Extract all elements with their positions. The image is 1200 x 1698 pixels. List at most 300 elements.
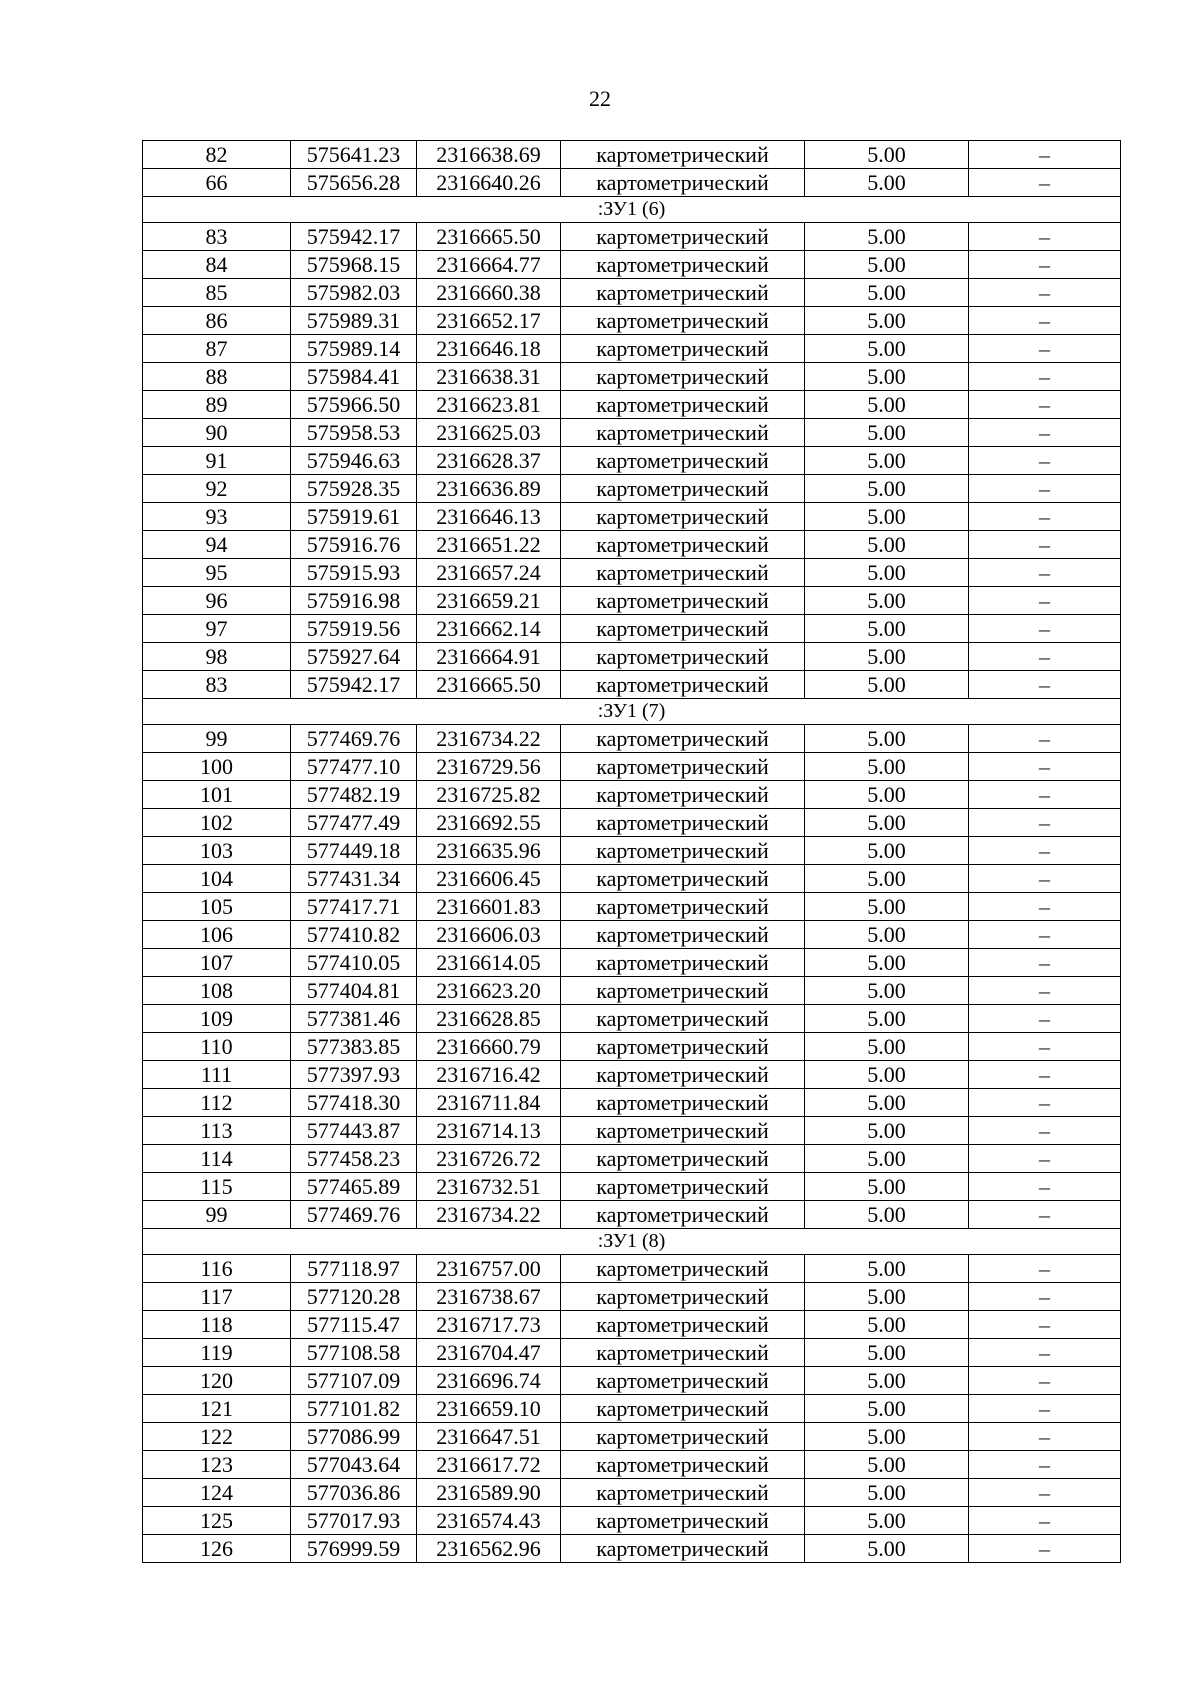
method-cell: картометрический	[561, 1033, 805, 1061]
y-coordinate-cell: 2316696.74	[417, 1367, 561, 1395]
x-coordinate-cell: 575989.31	[291, 307, 417, 335]
y-coordinate-cell: 2316635.96	[417, 837, 561, 865]
table-row	[143, 447, 1121, 475]
y-coordinate-cell: 2316638.31	[417, 363, 561, 391]
table-row	[143, 559, 1121, 587]
point-number-cell: 125	[143, 1507, 291, 1535]
method-cell: картометрический	[561, 893, 805, 921]
table-row	[143, 223, 1121, 251]
method-cell: картометрический	[561, 169, 805, 197]
point-number-cell: 109	[143, 1005, 291, 1033]
accuracy-cell: 5.00	[805, 1033, 969, 1061]
point-number-cell: 91	[143, 447, 291, 475]
x-coordinate-cell: 577397.93	[291, 1061, 417, 1089]
accuracy-cell: 5.00	[805, 1283, 969, 1311]
table-row	[143, 725, 1121, 753]
description-cell: –	[969, 559, 1121, 587]
description-cell: –	[969, 169, 1121, 197]
accuracy-cell: 5.00	[805, 1479, 969, 1507]
point-number-cell: 106	[143, 921, 291, 949]
description-cell: –	[969, 1451, 1121, 1479]
x-coordinate-cell: 577120.28	[291, 1283, 417, 1311]
y-coordinate-cell: 2316623.81	[417, 391, 561, 419]
method-cell: картометрический	[561, 1255, 805, 1283]
description-cell: –	[969, 1479, 1121, 1507]
accuracy-cell: 5.00	[805, 1117, 969, 1145]
description-cell: –	[969, 1507, 1121, 1535]
table-row	[143, 1089, 1121, 1117]
method-cell: картометрический	[561, 1145, 805, 1173]
table-row	[143, 1479, 1121, 1507]
section-label: :ЗУ1 (7)	[143, 699, 1121, 725]
x-coordinate-cell: 575984.41	[291, 363, 417, 391]
description-cell: –	[969, 725, 1121, 753]
accuracy-cell: 5.00	[805, 949, 969, 977]
table-row	[143, 1423, 1121, 1451]
accuracy-cell: 5.00	[805, 1535, 969, 1563]
x-coordinate-cell: 575942.17	[291, 671, 417, 699]
y-coordinate-cell: 2316734.22	[417, 725, 561, 753]
method-cell: картометрический	[561, 419, 805, 447]
method-cell: картометрический	[561, 1061, 805, 1089]
method-cell: картометрический	[561, 949, 805, 977]
y-coordinate-cell: 2316651.22	[417, 531, 561, 559]
accuracy-cell: 5.00	[805, 921, 969, 949]
point-number-cell: 120	[143, 1367, 291, 1395]
accuracy-cell: 5.00	[805, 335, 969, 363]
table-row	[143, 1005, 1121, 1033]
y-coordinate-cell: 2316660.79	[417, 1033, 561, 1061]
x-coordinate-cell: 577469.76	[291, 725, 417, 753]
page-number: 22	[589, 86, 611, 111]
x-coordinate-cell: 577086.99	[291, 1423, 417, 1451]
point-number-cell: 95	[143, 559, 291, 587]
x-coordinate-cell: 575641.23	[291, 141, 417, 169]
x-coordinate-cell: 575919.56	[291, 615, 417, 643]
method-cell: картометрический	[561, 1117, 805, 1145]
accuracy-cell: 5.00	[805, 503, 969, 531]
section-header-row	[143, 699, 1121, 725]
method-cell: картометрический	[561, 559, 805, 587]
method-cell: картометрический	[561, 307, 805, 335]
method-cell: картометрический	[561, 809, 805, 837]
point-number-cell: 102	[143, 809, 291, 837]
x-coordinate-cell: 577418.30	[291, 1089, 417, 1117]
method-cell: картометрический	[561, 223, 805, 251]
y-coordinate-cell: 2316734.22	[417, 1201, 561, 1229]
method-cell: картометрический	[561, 1423, 805, 1451]
method-cell: картометрический	[561, 1339, 805, 1367]
point-number-cell: 110	[143, 1033, 291, 1061]
description-cell: –	[969, 1173, 1121, 1201]
method-cell: картометрический	[561, 1089, 805, 1117]
table-row	[143, 1507, 1121, 1535]
y-coordinate-cell: 2316729.56	[417, 753, 561, 781]
point-number-cell: 119	[143, 1339, 291, 1367]
table-row	[143, 531, 1121, 559]
x-coordinate-cell: 575942.17	[291, 223, 417, 251]
accuracy-cell: 5.00	[805, 893, 969, 921]
x-coordinate-cell: 577431.34	[291, 865, 417, 893]
x-coordinate-cell: 575958.53	[291, 419, 417, 447]
y-coordinate-cell: 2316665.50	[417, 671, 561, 699]
y-coordinate-cell: 2316711.84	[417, 1089, 561, 1117]
y-coordinate-cell: 2316617.72	[417, 1451, 561, 1479]
y-coordinate-cell: 2316652.17	[417, 307, 561, 335]
point-number-cell: 82	[143, 141, 291, 169]
description-cell: –	[969, 1145, 1121, 1173]
table-row	[143, 475, 1121, 503]
x-coordinate-cell: 577043.64	[291, 1451, 417, 1479]
description-cell: –	[969, 1033, 1121, 1061]
method-cell: картометрический	[561, 279, 805, 307]
point-number-cell: 116	[143, 1255, 291, 1283]
accuracy-cell: 5.00	[805, 725, 969, 753]
description-cell: –	[969, 809, 1121, 837]
accuracy-cell: 5.00	[805, 643, 969, 671]
method-cell: картометрический	[561, 1479, 805, 1507]
method-cell: картометрический	[561, 781, 805, 809]
description-cell: –	[969, 949, 1121, 977]
x-coordinate-cell: 577477.10	[291, 753, 417, 781]
x-coordinate-cell: 577458.23	[291, 1145, 417, 1173]
description-cell: –	[969, 447, 1121, 475]
table-row	[143, 837, 1121, 865]
y-coordinate-cell: 2316757.00	[417, 1255, 561, 1283]
description-cell: –	[969, 1005, 1121, 1033]
x-coordinate-cell: 577381.46	[291, 1005, 417, 1033]
description-cell: –	[969, 223, 1121, 251]
y-coordinate-cell: 2316659.10	[417, 1395, 561, 1423]
table-row	[143, 809, 1121, 837]
table-row	[143, 671, 1121, 699]
table-row	[143, 1367, 1121, 1395]
y-coordinate-cell: 2316640.26	[417, 169, 561, 197]
table-row	[143, 141, 1121, 169]
description-cell: –	[969, 1089, 1121, 1117]
point-number-cell: 122	[143, 1423, 291, 1451]
x-coordinate-cell: 577101.82	[291, 1395, 417, 1423]
table-row	[143, 1535, 1121, 1563]
accuracy-cell: 5.00	[805, 531, 969, 559]
method-cell: картометрический	[561, 1201, 805, 1229]
y-coordinate-cell: 2316664.91	[417, 643, 561, 671]
method-cell: картометрический	[561, 1535, 805, 1563]
point-number-cell: 126	[143, 1535, 291, 1563]
y-coordinate-cell: 2316716.42	[417, 1061, 561, 1089]
method-cell: картометрический	[561, 251, 805, 279]
description-cell: –	[969, 1255, 1121, 1283]
point-number-cell: 112	[143, 1089, 291, 1117]
table-row	[143, 615, 1121, 643]
table-row	[143, 419, 1121, 447]
x-coordinate-cell: 577410.05	[291, 949, 417, 977]
point-number-cell: 90	[143, 419, 291, 447]
point-number-cell: 99	[143, 725, 291, 753]
description-cell: –	[969, 1423, 1121, 1451]
x-coordinate-cell: 575968.15	[291, 251, 417, 279]
method-cell: картометрический	[561, 753, 805, 781]
point-number-cell: 84	[143, 251, 291, 279]
y-coordinate-cell: 2316714.13	[417, 1117, 561, 1145]
table-row	[143, 1283, 1121, 1311]
x-coordinate-cell: 577465.89	[291, 1173, 417, 1201]
point-number-cell: 94	[143, 531, 291, 559]
accuracy-cell: 5.00	[805, 363, 969, 391]
section-header-row	[143, 197, 1121, 223]
y-coordinate-cell: 2316732.51	[417, 1173, 561, 1201]
table-row	[143, 503, 1121, 531]
table-row	[143, 1033, 1121, 1061]
section-label: :ЗУ1 (6)	[143, 197, 1121, 223]
x-coordinate-cell: 577410.82	[291, 921, 417, 949]
accuracy-cell: 5.00	[805, 223, 969, 251]
method-cell: картометрический	[561, 1507, 805, 1535]
table-row	[143, 363, 1121, 391]
accuracy-cell: 5.00	[805, 419, 969, 447]
x-coordinate-cell: 576999.59	[291, 1535, 417, 1563]
description-cell: –	[969, 475, 1121, 503]
description-cell: –	[969, 837, 1121, 865]
method-cell: картометрический	[561, 503, 805, 531]
x-coordinate-cell: 577477.49	[291, 809, 417, 837]
x-coordinate-cell: 577404.81	[291, 977, 417, 1005]
method-cell: картометрический	[561, 447, 805, 475]
table-row	[143, 391, 1121, 419]
y-coordinate-cell: 2316601.83	[417, 893, 561, 921]
accuracy-cell: 5.00	[805, 307, 969, 335]
point-number-cell: 93	[143, 503, 291, 531]
y-coordinate-cell: 2316717.73	[417, 1311, 561, 1339]
table-row	[143, 1451, 1121, 1479]
table-row	[143, 251, 1121, 279]
y-coordinate-cell: 2316738.67	[417, 1283, 561, 1311]
accuracy-cell: 5.00	[805, 1201, 969, 1229]
x-coordinate-cell: 575966.50	[291, 391, 417, 419]
accuracy-cell: 5.00	[805, 781, 969, 809]
description-cell: –	[969, 753, 1121, 781]
accuracy-cell: 5.00	[805, 391, 969, 419]
point-number-cell: 101	[143, 781, 291, 809]
x-coordinate-cell: 575928.35	[291, 475, 417, 503]
accuracy-cell: 5.00	[805, 615, 969, 643]
y-coordinate-cell: 2316725.82	[417, 781, 561, 809]
table-row	[143, 335, 1121, 363]
y-coordinate-cell: 2316606.45	[417, 865, 561, 893]
x-coordinate-cell: 577115.47	[291, 1311, 417, 1339]
point-number-cell: 99	[143, 1201, 291, 1229]
method-cell: картометрический	[561, 1005, 805, 1033]
method-cell: картометрический	[561, 1395, 805, 1423]
point-number-cell: 113	[143, 1117, 291, 1145]
method-cell: картометрический	[561, 363, 805, 391]
x-coordinate-cell: 575656.28	[291, 169, 417, 197]
x-coordinate-cell: 577449.18	[291, 837, 417, 865]
y-coordinate-cell: 2316628.37	[417, 447, 561, 475]
table-row	[143, 279, 1121, 307]
description-cell: –	[969, 363, 1121, 391]
method-cell: картометрический	[561, 1173, 805, 1201]
table-row	[143, 1311, 1121, 1339]
accuracy-cell: 5.00	[805, 753, 969, 781]
description-cell: –	[969, 865, 1121, 893]
x-coordinate-cell: 577107.09	[291, 1367, 417, 1395]
point-number-cell: 108	[143, 977, 291, 1005]
accuracy-cell: 5.00	[805, 279, 969, 307]
description-cell: –	[969, 391, 1121, 419]
description-cell: –	[969, 503, 1121, 531]
description-cell: –	[969, 615, 1121, 643]
point-number-cell: 89	[143, 391, 291, 419]
table-row	[143, 587, 1121, 615]
point-number-cell: 85	[143, 279, 291, 307]
method-cell: картометрический	[561, 977, 805, 1005]
accuracy-cell: 5.00	[805, 447, 969, 475]
method-cell: картометрический	[561, 921, 805, 949]
description-cell: –	[969, 1201, 1121, 1229]
accuracy-cell: 5.00	[805, 837, 969, 865]
method-cell: картометрический	[561, 1451, 805, 1479]
point-number-cell: 123	[143, 1451, 291, 1479]
accuracy-cell: 5.00	[805, 1339, 969, 1367]
y-coordinate-cell: 2316646.18	[417, 335, 561, 363]
accuracy-cell: 5.00	[805, 1145, 969, 1173]
y-coordinate-cell: 2316606.03	[417, 921, 561, 949]
description-cell: –	[969, 1311, 1121, 1339]
point-number-cell: 100	[143, 753, 291, 781]
x-coordinate-cell: 577036.86	[291, 1479, 417, 1507]
x-coordinate-cell: 575915.93	[291, 559, 417, 587]
description-cell: –	[969, 643, 1121, 671]
description-cell: –	[969, 251, 1121, 279]
x-coordinate-cell: 577469.76	[291, 1201, 417, 1229]
y-coordinate-cell: 2316614.05	[417, 949, 561, 977]
description-cell: –	[969, 1283, 1121, 1311]
description-cell: –	[969, 1367, 1121, 1395]
method-cell: картометрический	[561, 531, 805, 559]
accuracy-cell: 5.00	[805, 141, 969, 169]
point-number-cell: 96	[143, 587, 291, 615]
table-row	[143, 643, 1121, 671]
accuracy-cell: 5.00	[805, 1507, 969, 1535]
point-number-cell: 98	[143, 643, 291, 671]
table-row	[143, 977, 1121, 1005]
table-row	[143, 865, 1121, 893]
x-coordinate-cell: 575982.03	[291, 279, 417, 307]
description-cell: –	[969, 335, 1121, 363]
y-coordinate-cell: 2316692.55	[417, 809, 561, 837]
x-coordinate-cell: 577017.93	[291, 1507, 417, 1535]
point-number-cell: 83	[143, 223, 291, 251]
point-number-cell: 105	[143, 893, 291, 921]
x-coordinate-cell: 577482.19	[291, 781, 417, 809]
y-coordinate-cell: 2316628.85	[417, 1005, 561, 1033]
description-cell: –	[969, 279, 1121, 307]
x-coordinate-cell: 575946.63	[291, 447, 417, 475]
x-coordinate-cell: 575989.14	[291, 335, 417, 363]
x-coordinate-cell: 577118.97	[291, 1255, 417, 1283]
y-coordinate-cell: 2316657.24	[417, 559, 561, 587]
x-coordinate-cell: 577443.87	[291, 1117, 417, 1145]
description-cell: –	[969, 671, 1121, 699]
description-cell: –	[969, 307, 1121, 335]
point-number-cell: 97	[143, 615, 291, 643]
y-coordinate-cell: 2316589.90	[417, 1479, 561, 1507]
y-coordinate-cell: 2316638.69	[417, 141, 561, 169]
table-row	[143, 1395, 1121, 1423]
table-row	[143, 1145, 1121, 1173]
x-coordinate-cell: 577108.58	[291, 1339, 417, 1367]
x-coordinate-cell: 575916.98	[291, 587, 417, 615]
accuracy-cell: 5.00	[805, 559, 969, 587]
method-cell: картометрический	[561, 335, 805, 363]
y-coordinate-cell: 2316660.38	[417, 279, 561, 307]
method-cell: картометрический	[561, 643, 805, 671]
table-row	[143, 921, 1121, 949]
description-cell: –	[969, 977, 1121, 1005]
table-row	[143, 1201, 1121, 1229]
description-cell: –	[969, 781, 1121, 809]
point-number-cell: 104	[143, 865, 291, 893]
table-row	[143, 753, 1121, 781]
point-number-cell: 118	[143, 1311, 291, 1339]
method-cell: картометрический	[561, 837, 805, 865]
y-coordinate-cell: 2316726.72	[417, 1145, 561, 1173]
accuracy-cell: 5.00	[805, 475, 969, 503]
y-coordinate-cell: 2316646.13	[417, 503, 561, 531]
description-cell: –	[969, 893, 1121, 921]
accuracy-cell: 5.00	[805, 169, 969, 197]
accuracy-cell: 5.00	[805, 1451, 969, 1479]
accuracy-cell: 5.00	[805, 671, 969, 699]
method-cell: картометрический	[561, 865, 805, 893]
table-row	[143, 781, 1121, 809]
table-row	[143, 1339, 1121, 1367]
point-number-cell: 86	[143, 307, 291, 335]
point-number-cell: 92	[143, 475, 291, 503]
x-coordinate-cell: 575916.76	[291, 531, 417, 559]
description-cell: –	[969, 1339, 1121, 1367]
y-coordinate-cell: 2316623.20	[417, 977, 561, 1005]
y-coordinate-cell: 2316636.89	[417, 475, 561, 503]
x-coordinate-cell: 575919.61	[291, 503, 417, 531]
description-cell: –	[969, 1061, 1121, 1089]
accuracy-cell: 5.00	[805, 809, 969, 837]
method-cell: картометрический	[561, 1367, 805, 1395]
table-row	[143, 949, 1121, 977]
table-row	[143, 1255, 1121, 1283]
method-cell: картометрический	[561, 671, 805, 699]
description-cell: –	[969, 587, 1121, 615]
accuracy-cell: 5.00	[805, 1311, 969, 1339]
accuracy-cell: 5.00	[805, 251, 969, 279]
y-coordinate-cell: 2316704.47	[417, 1339, 561, 1367]
point-number-cell: 115	[143, 1173, 291, 1201]
description-cell: –	[969, 531, 1121, 559]
accuracy-cell: 5.00	[805, 1423, 969, 1451]
x-coordinate-cell: 577417.71	[291, 893, 417, 921]
method-cell: картометрический	[561, 391, 805, 419]
method-cell: картометрический	[561, 141, 805, 169]
table-row	[143, 1173, 1121, 1201]
point-number-cell: 117	[143, 1283, 291, 1311]
y-coordinate-cell: 2316574.43	[417, 1507, 561, 1535]
accuracy-cell: 5.00	[805, 587, 969, 615]
method-cell: картометрический	[561, 475, 805, 503]
y-coordinate-cell: 2316665.50	[417, 223, 561, 251]
method-cell: картометрический	[561, 725, 805, 753]
description-cell: –	[969, 141, 1121, 169]
